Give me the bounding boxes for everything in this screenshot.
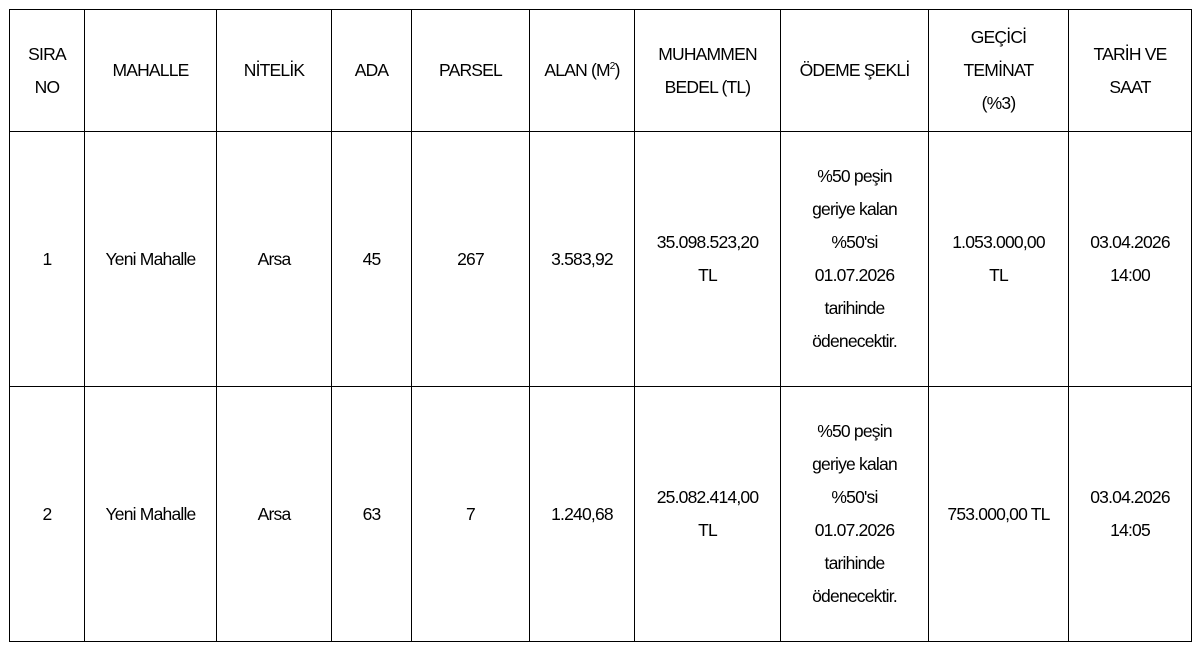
table-row (10, 387, 1192, 642)
header-alan (530, 10, 635, 132)
cell-mahalle: Yeni Mahalle (85, 387, 217, 642)
cell-parsel: 7 (412, 387, 530, 642)
header-mahalle: MAHALLE (85, 10, 217, 132)
header-muhammen-bedel: MUHAMMEN BEDEL (TL) (635, 10, 781, 132)
table-row (10, 132, 1192, 387)
cell-sira-no: 1 (10, 132, 85, 387)
header-gecici-teminat: GEÇİCİ TEMİNAT (%3) (929, 10, 1069, 132)
cell-muhammen-bedel: 25.082.414,00 TL (635, 387, 781, 642)
header-nitelik: NİTELİK (217, 10, 332, 132)
cell-odeme-sekli: %50 peşin geriye kalan %50'si 01.07.2026 tarihinde ödenecektir. (781, 132, 929, 387)
header-ada: ADA (332, 10, 412, 132)
cell-muhammen-bedel: 35.098.523,20 TL (635, 132, 781, 387)
header-odeme-sekli: ÖDEME ŞEKLİ (781, 10, 929, 132)
cell-tarih-ve-saat: 03.04.2026 14:05 (1069, 387, 1192, 642)
header-tarih-ve-saat: TARİH VE SAAT (1069, 10, 1192, 132)
tender-table (9, 9, 1192, 642)
cell-gecici-teminat: 1.053.000,00 TL (929, 132, 1069, 387)
cell-alan: 1.240,68 (530, 387, 635, 642)
cell-nitelik: Arsa (217, 387, 332, 642)
cell-alan: 3.583,92 (530, 132, 635, 387)
cell-nitelik: Arsa (217, 132, 332, 387)
cell-mahalle: Yeni Mahalle (85, 132, 217, 387)
cell-odeme-sekli: %50 peşin geriye kalan %50'si 01.07.2026 tarihinde ödenecektir. (781, 387, 929, 642)
header-parsel: PARSEL (412, 10, 530, 132)
cell-gecici-teminat: 753.000,00 TL (929, 387, 1069, 642)
header-sira-no: SIRA NO (10, 10, 85, 132)
header-row (10, 10, 1192, 132)
cell-parsel: 267 (412, 132, 530, 387)
header-alan-suffix: ) (614, 60, 620, 80)
cell-ada: 45 (332, 132, 412, 387)
cell-tarih-ve-saat: 03.04.2026 14:00 (1069, 132, 1192, 387)
header-alan-superscript: 2 (609, 61, 615, 73)
cell-sira-no: 2 (10, 387, 85, 642)
header-alan-prefix: ALAN (M (544, 60, 610, 80)
cell-ada: 63 (332, 387, 412, 642)
